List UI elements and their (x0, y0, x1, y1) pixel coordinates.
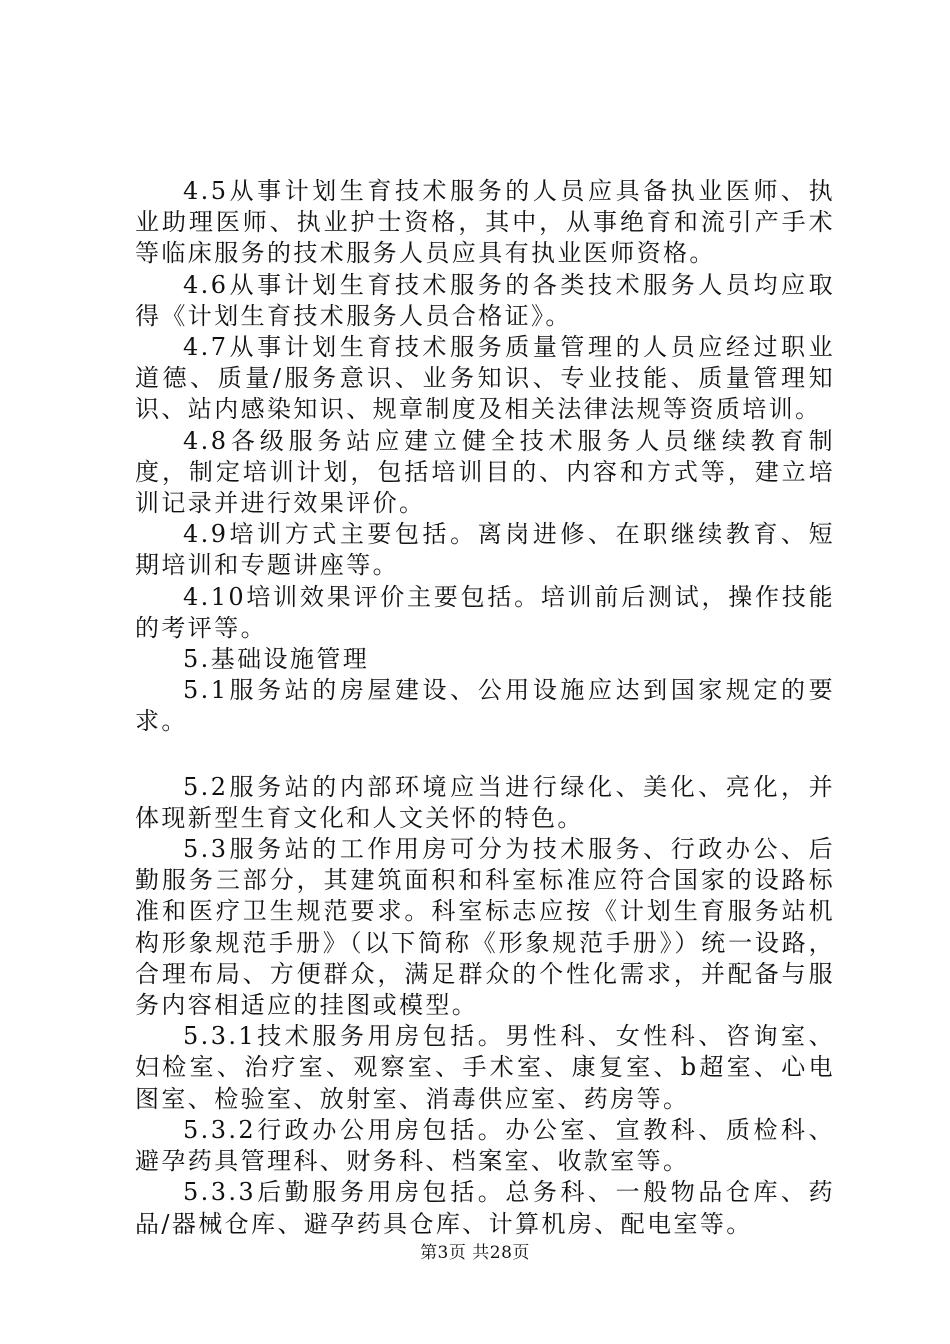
document-body (135, 176, 835, 1240)
paragraph-5-2: 5.2服务站的内部环境应当进行绿化、美化、亮化，并体现新型生育文化和人文关怀的特色。 (135, 772, 835, 832)
page-number-footer: 第3页 共28页 (420, 1243, 530, 1263)
paragraph-5-3-1: 5.3.1技术服务用房包括。男性科、女性科、咨询室、妇检室、治疗室、观察室、手术室、康复室、b超室、心电图室、检验室、放射室、消毒供应室、药房等。 (135, 1022, 835, 1113)
paragraph-5-3-2: 5.3.2行政办公用房包括。办公室、宣教科、质检科、避孕药具管理科、财务科、档案室、收款室等。 (135, 1115, 835, 1176)
section-heading-5: 5.基础设施管理 (183, 645, 370, 674)
paragraph-5-1: 5.1服务站的房屋建设、公用设施应达到国家规定的要求。 (135, 676, 835, 736)
paragraph-4-8: 4.8各级服务站应建立健全技术服务人员继续教育制度，制定培训计划，包括培训目的、内容和方式等，建立培训记录并进行效果评价。 (135, 426, 835, 518)
paragraph-4-10: 4.10培训效果评价主要包括。培训前后测试，操作技能的考评等。 (135, 582, 835, 642)
paragraph-4-5: 4.5从事计划生育技术服务的人员应具备执业医师、执业助理医师、执业护士资格，其中，从事绝育和流引产手术等临床服务的技术服务人员应具有执业医师资格。 (135, 177, 835, 268)
paragraph-4-9: 4.9培训方式主要包括。离岗进修、在职继续教育、短期培训和专题讲座等。 (135, 520, 835, 580)
paragraph-5-3-3: 5.3.3后勤服务用房包括。总务科、一般物品仓库、药品/器械仓库、避孕药具仓库、计算机房、配电室等。 (135, 1178, 835, 1238)
paragraph-4-6: 4.6从事计划生育技术服务的各类技术服务人员均应取得《计划生育技术服务人员合格证》。 (135, 270, 835, 330)
paragraph-5-3: 5.3服务站的工作用房可分为技术服务、行政办公、后勤服务三部分，其建筑面积和科室标准应符合国家的设路标准和医疗卫生规范要求。科室标志应按《计划生育服务站机构形象规范手册》（以下简称《形象规范手册》）统一设路，合理布局、方便群众，满足群众的个性化需求，并配备与服务内容相适应的挂图或模型。 (135, 835, 835, 1020)
paragraph-4-7: 4.7从事计划生育技术服务质量管理的人员应经过职业道德、质量/服务意识、业务知识、专业技能、质量管理知识、站内感染知识、规章制度及相关法律法规等资质培训。 (135, 333, 835, 424)
